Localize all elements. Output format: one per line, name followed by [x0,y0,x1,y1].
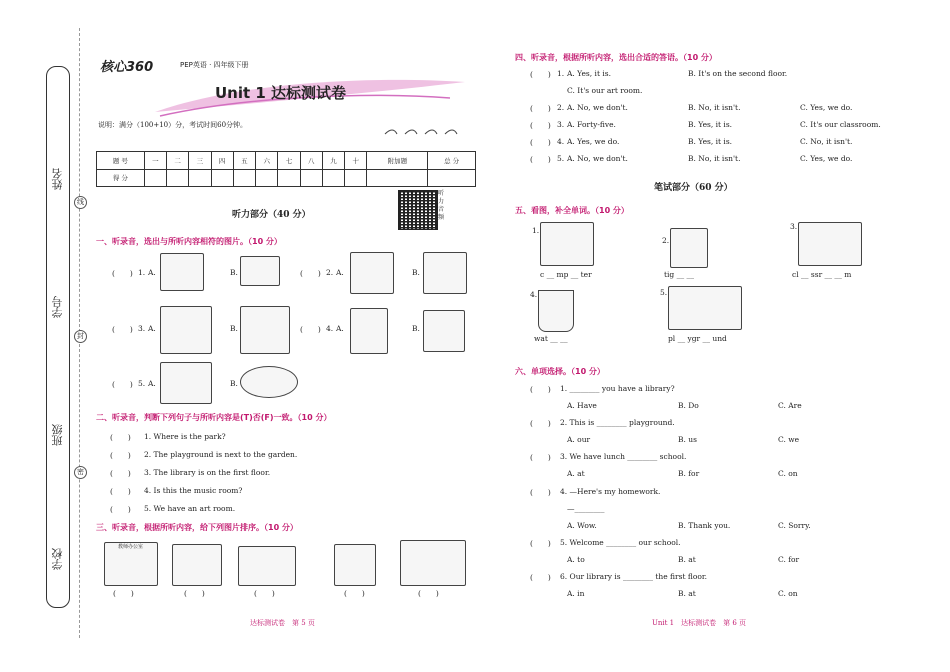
s5-word-5[interactable]: pl __ ygr __ und [668,334,727,343]
seal-xian: 线 [74,196,87,209]
s4-q4-option-b: B. Yes, it is. [688,137,733,146]
score-cell: 题 号 [97,152,145,170]
s6-q6-b: B. at [678,589,696,598]
s4-q4-option-a: A. Yes, we do. [567,137,620,146]
answer-paren[interactable]: ( ) [530,155,551,164]
exam-note: 说明：满分（100+10）分，考试时间60分钟。 [98,121,248,129]
q5-picture-a [160,362,212,404]
brand-logo: 核心360 [100,60,154,75]
computer-picture [540,222,594,266]
q5-picture-b [240,366,298,398]
s6-q1: 1. ________ you have a library? [560,384,675,393]
s6-q3-b: B. for [678,469,700,478]
label-student-number: 学号 [51,296,64,318]
answer-paren[interactable]: ( ) [300,269,321,278]
section-5-title: 五、看图，补全单词。（10 分） [515,206,629,215]
tiger-picture [670,228,708,268]
s5-q5-number: 5. [660,288,668,297]
s6-q2-c: C. we [778,435,800,444]
seal-feng: 封 [74,330,87,343]
s6-q6-c: C. on [778,589,798,598]
s6-q1-b: B. Do [678,401,699,410]
score-input-cell[interactable] [233,169,255,187]
s6-q5-b: B. at [678,555,696,564]
q3-picture-b [240,306,290,354]
classroom-picture [798,222,862,266]
q1-number: 1. [138,268,146,277]
s6-q3-a: A. at [567,469,585,478]
order-blank-5[interactable]: ( ) [418,589,439,598]
s4-q5-option-b: B. No, it isn't. [688,154,741,163]
score-input-cell[interactable] [322,169,344,187]
q5-number: 5. [138,379,146,388]
s4-q5-option-a: A. No, we don't. [567,154,628,163]
s4-q3-option-b: B. Yes, it is. [688,120,733,129]
q1-option-a: A. [148,268,156,277]
q5-option-a: A. [148,379,156,388]
tf-item-2: 2. The playground is next to the garden. [144,450,298,459]
s4-q3-option-a: A. Forty-five. [567,120,616,129]
score-input-cell[interactable] [367,169,428,187]
s5-q3-number: 3. [790,222,798,231]
tf-item-1: 1. Where is the park? [144,432,226,441]
q4-option-b: B. [412,324,420,333]
tf-item-3: 3. The library is on the first floor. [144,468,271,477]
q3-option-a: A. [148,324,156,333]
score-cell: 九 [322,152,344,170]
page-title: Unit 1 达标测试卷 [215,84,347,102]
s4-q2-option-a: A. No, we don't. [567,103,628,112]
answer-paren[interactable]: ( ) [112,325,133,334]
answer-paren[interactable]: ( ) [530,539,551,548]
book-subtitle: PEP英语 · 四年级下册 [180,61,249,69]
section-3-title: 三、听录音，根据所听内容，给下列图片排序。（10 分） [96,523,298,532]
score-cell: 六 [256,152,278,170]
score-cell: 总 分 [428,152,476,170]
s5-word-3[interactable]: cl __ ssr __ __ m [792,270,852,279]
s6-q6: 6. Our library is ________ the first floor. [560,572,708,581]
swirl-decoration [383,126,463,140]
score-cell: 三 [189,152,211,170]
answer-paren[interactable]: ( ) [530,573,551,582]
s4-q4-number: 4. [557,137,565,146]
s6-q4: 4. —Here's my homework. [560,487,661,496]
answer-paren[interactable]: ( ) [530,419,551,428]
binding-box [46,66,70,608]
s4-q1-number: 1. [557,69,565,78]
s6-q1-c: C. Are [778,401,802,410]
s6-q3: 3. We have lunch ________ school. [560,452,687,461]
score-cell: 七 [278,152,300,170]
s4-q4-option-c: C. No, it isn't. [800,137,853,146]
order-picture-4 [334,544,376,586]
score-cell: 八 [300,152,322,170]
score-input-cell[interactable] [211,169,233,187]
section-6-title: 六、单项选择。（10 分） [515,367,605,376]
order-blank-2[interactable]: ( ) [184,589,205,598]
answer-paren[interactable]: ( ) [110,487,131,496]
q3-number: 3. [138,324,146,333]
order-picture-5 [400,540,466,586]
s4-q2-option-c: C. Yes, we do. [800,103,853,112]
order-picture-2 [172,544,222,586]
section-1-title: 一、听录音，选出与所听内容相符的图片。（10 分） [96,237,282,246]
q1-option-b: B. [230,268,238,277]
answer-paren[interactable]: ( ) [530,104,551,113]
s4-q5-number: 5. [557,154,565,163]
answer-paren[interactable]: ( ) [110,451,131,460]
s4-q1-option-b: B. It's on the second floor. [688,69,788,78]
label-name: 姓名 [51,168,64,190]
tf-item-4: 4. Is this the music room? [144,486,243,495]
answer-paren[interactable]: ( ) [530,70,551,79]
section-4-title: 四、听录音，根据所听内容，选出合适的答语。（10 分） [515,53,717,62]
answer-paren[interactable]: ( ) [110,469,131,478]
score-cell: 四 [211,152,233,170]
q5-option-b: B. [230,379,238,388]
score-cell: 得 分 [97,169,145,187]
label-class: 班级 [51,424,64,446]
answer-paren[interactable]: ( ) [530,385,551,394]
answer-paren[interactable]: ( ) [530,138,551,147]
s6-q5-c: C. for [778,555,800,564]
q2-option-a: A. [336,268,344,277]
writing-part-title: 笔试部分（60 分） [654,183,733,193]
q4-picture-b [423,310,465,352]
answer-paren[interactable]: ( ) [112,380,133,389]
score-input-cell[interactable] [428,169,476,187]
seal-mi: 密 [74,466,87,479]
water-picture [538,290,574,332]
score-input-cell[interactable] [256,169,278,187]
order-blank-1[interactable]: ( ) [113,589,134,598]
s6-q5-a: A. to [567,555,585,564]
tf-item-5: 5. We have an art room. [144,504,236,513]
answer-paren[interactable]: ( ) [530,488,551,497]
q3-picture-a [160,306,212,354]
q1-picture-b [240,256,280,286]
answer-paren[interactable]: ( ) [530,453,551,462]
s4-q2-number: 2. [557,103,565,112]
q2-number: 2. [326,268,334,277]
q2-option-b: B. [412,268,420,277]
order-blank-4[interactable]: ( ) [344,589,365,598]
s5-word-2[interactable]: tig __ __ [664,270,694,279]
s6-q4-c: C. Sorry. [778,521,811,530]
footer-left: 达标测试卷 第 5 页 [250,619,315,627]
q1-picture-a [160,253,204,291]
score-cell: 二 [167,152,189,170]
q4-option-a: A. [336,324,344,333]
score-input-cell[interactable] [300,169,322,187]
q3-option-b: B. [230,324,238,333]
s4-q2-option-b: B. No, it isn't. [688,103,741,112]
score-cell: 一 [144,152,166,170]
score-input-cell[interactable] [278,169,300,187]
s5-word-1[interactable]: c __ mp __ ter [540,270,592,279]
score-table-header-row [97,152,476,170]
q4-picture-a [350,308,388,354]
score-cell: 附加题 [367,152,428,170]
score-input-cell[interactable] [167,169,189,187]
section-2-title: 二、听录音，判断下列句子与所听内容是(T)否(F)一致。（10 分） [96,413,332,422]
office-sign: 教师办公室 [118,544,144,550]
q2-picture-a [350,252,394,294]
s6-q4-response: —________ [567,504,605,513]
s5-q1-number: 1. [532,226,540,235]
qr-caption: 听力音频 [438,190,445,221]
s5-q4-number: 4. [530,290,538,299]
s6-q2-a: A. our [567,435,591,444]
s5-q2-number: 2. [662,236,670,245]
s6-q2-b: B. us [678,435,697,444]
s4-q3-number: 3. [557,120,565,129]
s4-q3-option-c: C. It's our classroom. [800,120,881,129]
answer-paren[interactable]: ( ) [110,433,131,442]
label-school: 学校 [51,548,64,570]
s6-q6-a: A. in [567,589,585,598]
answer-paren[interactable]: ( ) [112,269,133,278]
s4-q5-option-c: C. Yes, we do. [800,154,853,163]
answer-paren[interactable]: ( ) [300,325,321,334]
score-input-cell[interactable] [144,169,166,187]
listening-part-title: 听力部分（40 分） [232,210,311,220]
order-blank-3[interactable]: ( ) [254,589,275,598]
score-cell: 十 [345,152,367,170]
qr-code[interactable] [398,190,438,230]
score-input-cell[interactable] [345,169,367,187]
q4-number: 4. [326,324,334,333]
score-table [96,151,476,187]
footer-right: Unit 1 达标测试卷 第 6 页 [652,619,747,627]
answer-paren[interactable]: ( ) [110,505,131,514]
score-cell: 五 [233,152,255,170]
answer-paren[interactable]: ( ) [530,121,551,130]
s6-q2: 2. This is ________ playground. [560,418,675,427]
score-input-cell[interactable] [189,169,211,187]
playground-picture [668,286,742,330]
order-picture-3 [238,546,296,586]
s5-word-4[interactable]: wat __ __ [534,334,568,343]
s4-q1-option-a: A. Yes, it is. [567,69,611,78]
s4-q1-option-c: C. It's our art room. [567,86,643,95]
s6-q1-a: A. Have [567,401,597,410]
s6-q3-c: C. on [778,469,798,478]
score-table-score-row [97,169,476,187]
q2-picture-b [423,252,467,294]
s6-q4-b: B. Thank you. [678,521,731,530]
s6-q4-a: A. Wow. [567,521,597,530]
s6-q5: 5. Welcome ________ our school. [560,538,681,547]
